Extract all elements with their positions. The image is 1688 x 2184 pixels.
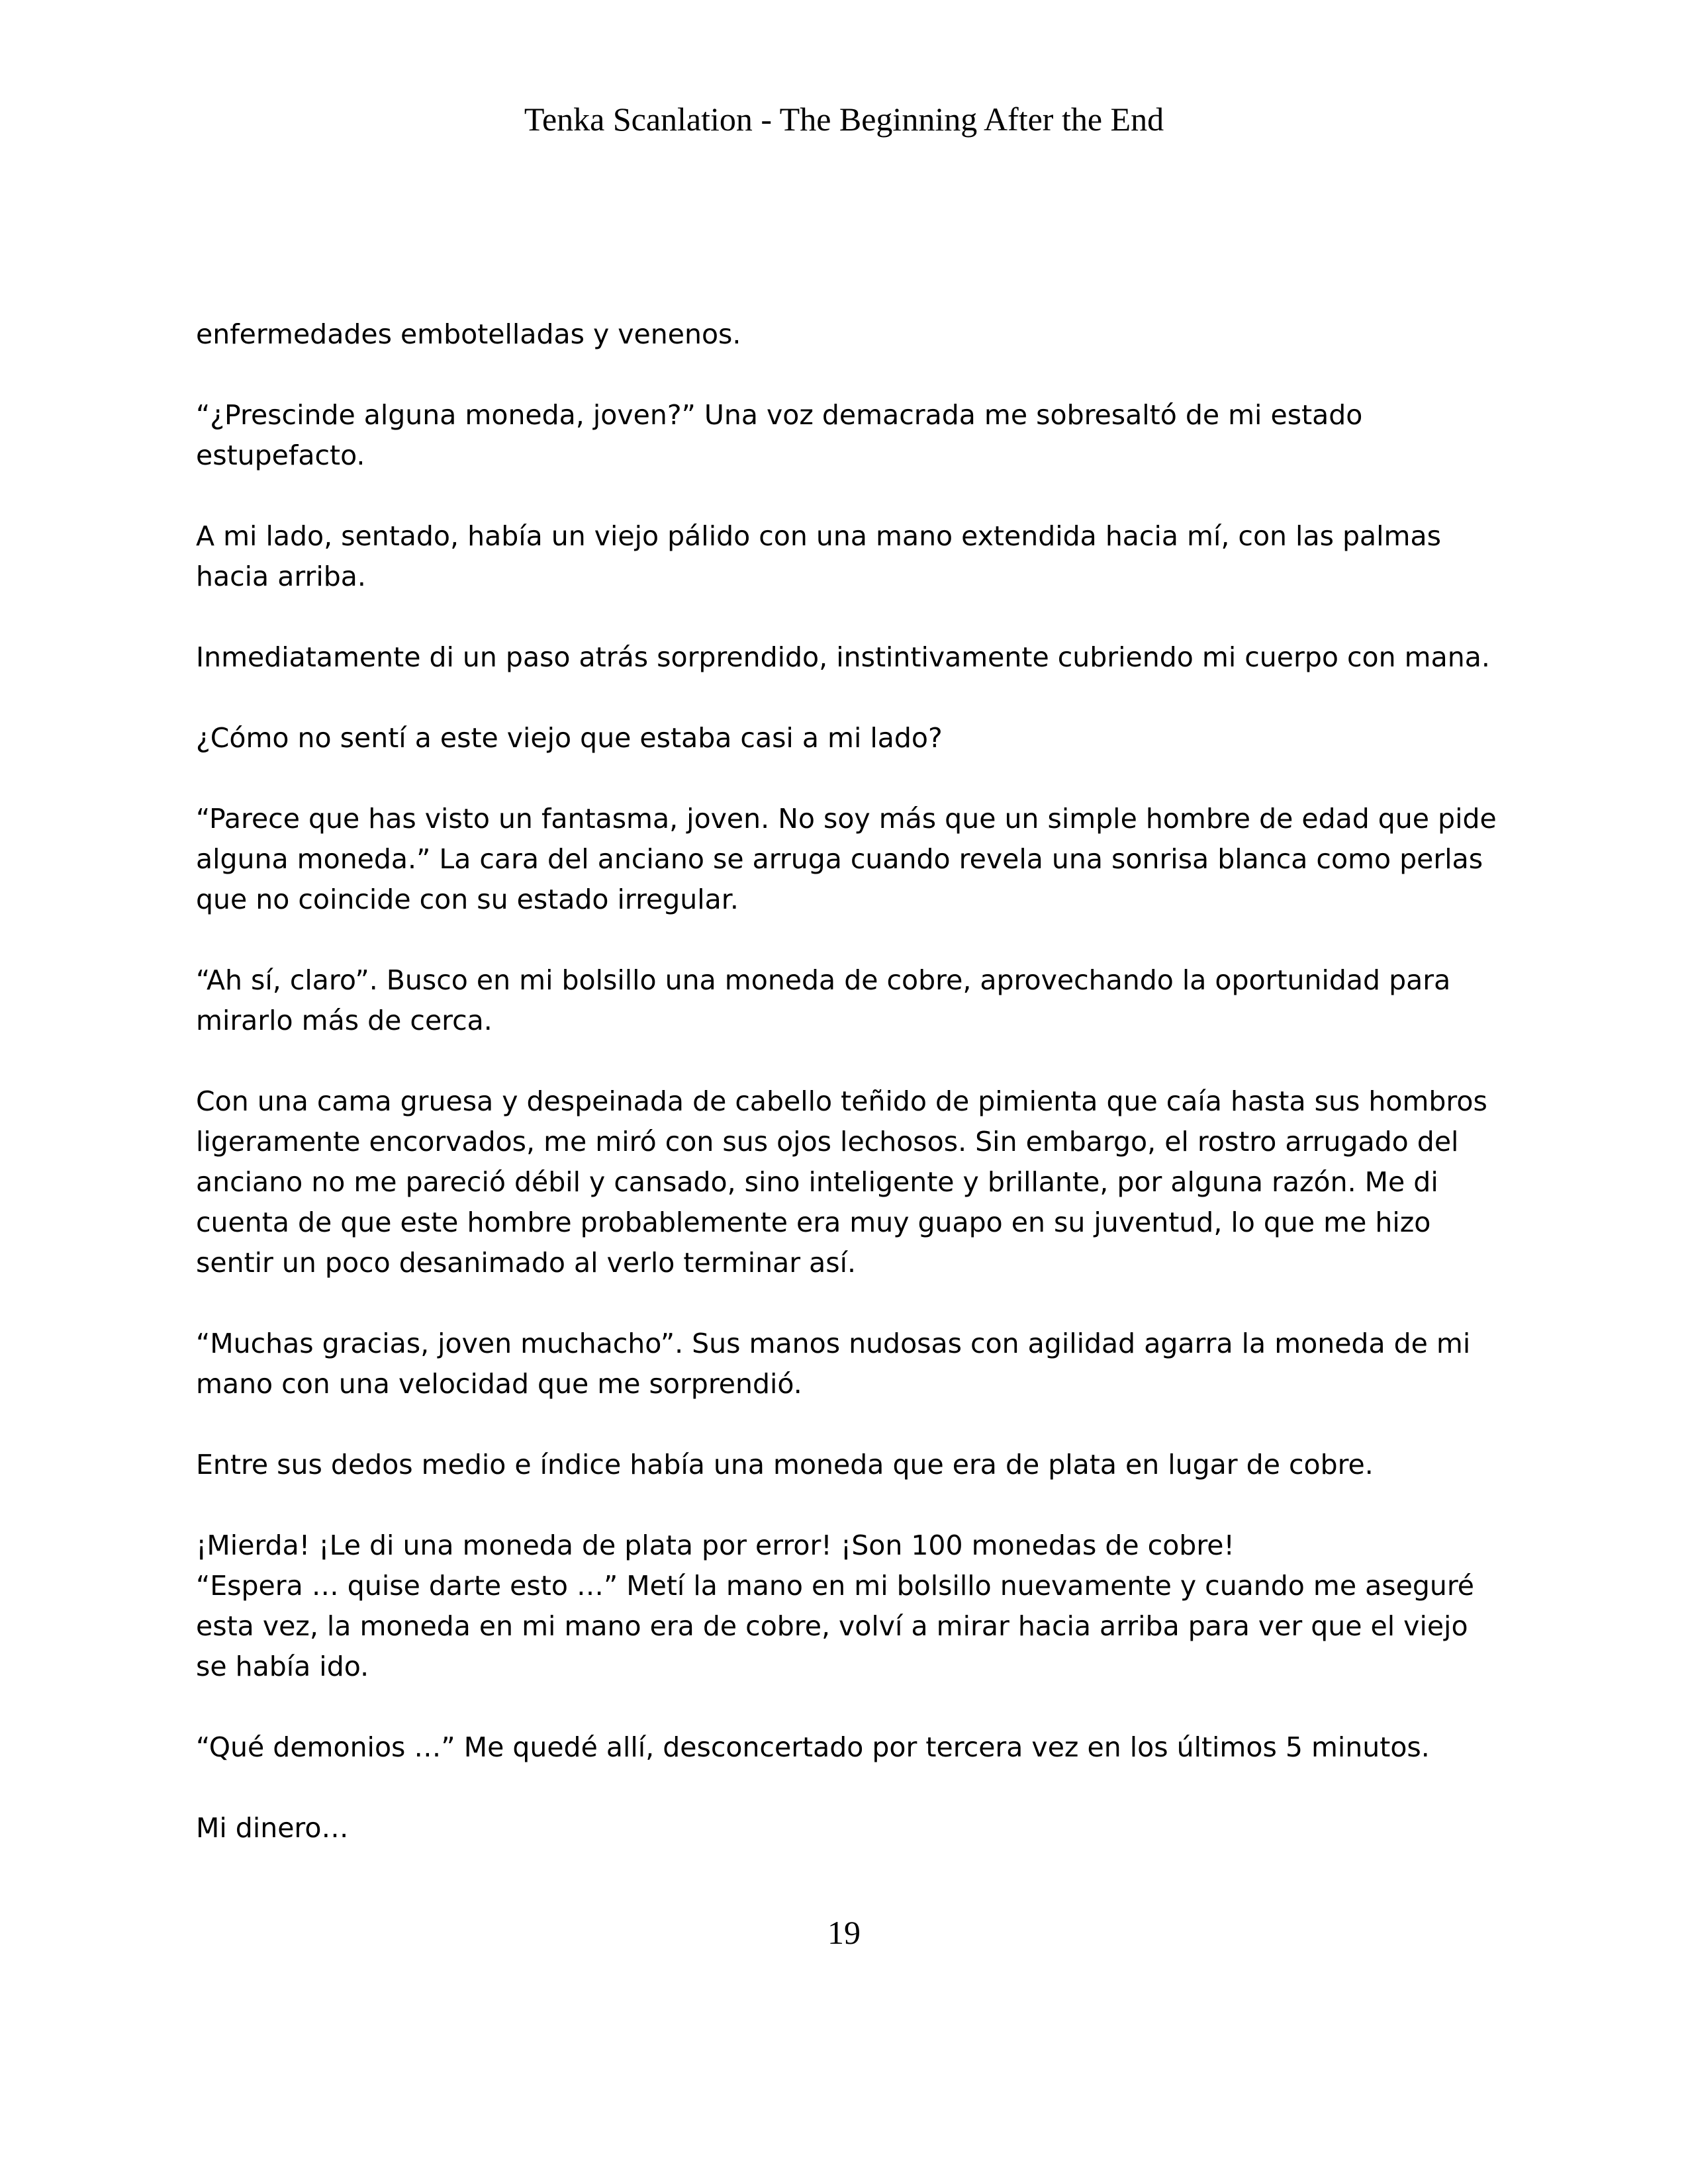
- page-number: 19: [827, 1914, 861, 1951]
- paragraph: “Ah sí, claro”. Busco en mi bolsillo una moneda de cobre, aprovechando la oportunidad para mirarlo más de cerca.: [196, 964, 1451, 1036]
- paragraph: “Parece que has visto un fantasma, joven. No soy más que un simple hombre de edad que pide alguna moneda.” La cara del anciano se arruga cuando revela una sonrisa blanca como perlas que no coincide con su estado irregular.: [196, 803, 1497, 915]
- paragraph: ¿Cómo no sentí a este viejo que estaba casi a mi lado?: [196, 722, 943, 754]
- body-text: [196, 314, 1507, 1889]
- paragraph: “¿Prescinde alguna moneda, joven?” Una voz demacrada me sobresaltó de mi estado estupefacto.: [196, 399, 1363, 471]
- paragraph: Inmediatamente di un paso atrás sorprendido, instintivamente cubriendo mi cuerpo con mana.: [196, 641, 1490, 673]
- paragraph: “Espera … quise darte esto …” Metí la mano en mi bolsillo nuevamente y cuando me aseguré esta vez, la moneda en mi mano era de cobre, volví a mirar hacia arriba para ver que el viejo se había ido.: [196, 1570, 1475, 1682]
- paragraph: Con una cama gruesa y despeinada de cabello teñido de pimienta que caía hasta sus hombros ligeramente encorvados, me miró con sus ojos lechosos. Sin embargo, el rostro arrugado del anciano no me pareció débil y cansado, sino inteligente y brillante, por alguna razón. Me di cuenta de que este hombre probablemente era muy guapo en su juventud, lo que me hizo sentir un poco desanimado al verlo terminar así.: [196, 1085, 1487, 1279]
- paragraph: A mi lado, sentado, había un viejo pálido con una mano extendida hacia mí, con las palmas hacia arriba.: [196, 520, 1441, 592]
- paragraph: “Muchas gracias, joven muchacho”. Sus manos nudosas con agilidad agarra la moneda de mi mano con una velocidad que me sorprendió.: [196, 1328, 1471, 1400]
- paragraph: ¡Mierda! ¡Le di una moneda de plata por error! ¡Son 100 monedas de cobre!: [196, 1529, 1235, 1561]
- running-header: Tenka Scanlation - The Beginning After the End: [524, 101, 1164, 138]
- paragraph: “Qué demonios …” Me quedé allí, desconcertado por tercera vez en los últimos 5 minutos.: [196, 1731, 1430, 1763]
- paragraph: Entre sus dedos medio e índice había una moneda que era de plata en lugar de cobre.: [196, 1449, 1374, 1480]
- paragraph: enfermedades embotelladas y venenos.: [196, 318, 741, 350]
- paragraph: Mi dinero…: [196, 1812, 349, 1844]
